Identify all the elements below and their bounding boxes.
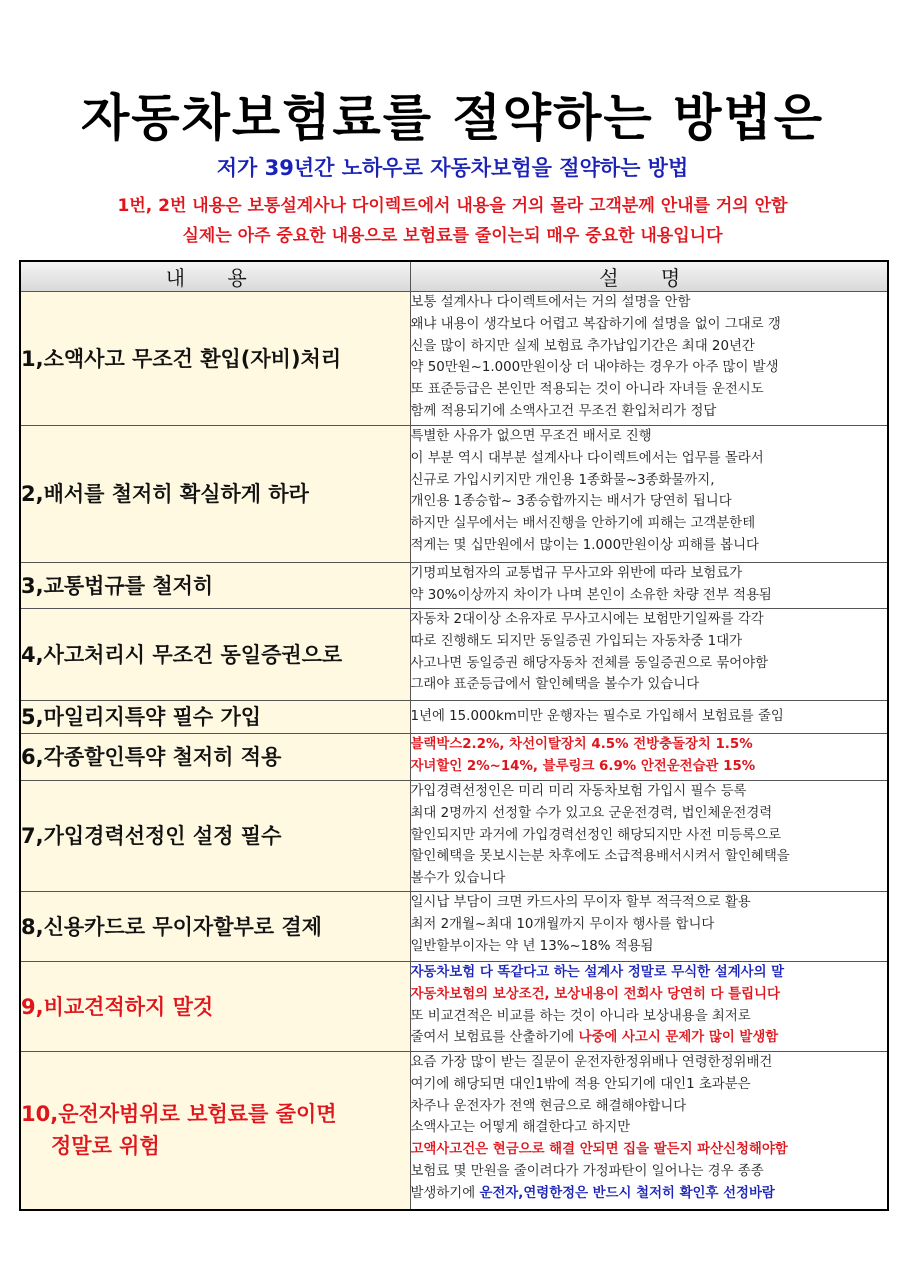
- page-title: 자동차보험료를 절약하는 방법은: [80, 89, 824, 147]
- notice-line-1: 1번, 2번 내용은 보통설계사나 다이렉트에서 내용을 거의 몰라 고객분께 안내를 거의 안함: [117, 196, 788, 216]
- description-line: 소액사고는 어떻게 해결한다고 하지만: [410, 1120, 631, 1136]
- row-title: 4,사고처리시 무조건 동일증권으로: [20, 609, 410, 701]
- row-description: [410, 962, 888, 1052]
- description-line: 왜냐 내용이 생각보다 어렵고 복잡하기에 설명을 없이 그대로 갱: [410, 316, 781, 332]
- description-line: 그래야 표준등급에서 할인혜택을 볼수가 있습니다: [410, 677, 700, 693]
- row-description: [410, 701, 888, 734]
- description-line: 최대 2명까지 선정할 수가 있고요 군운전경력, 법인체운전경력: [410, 805, 773, 821]
- description-line: 이 부분 역시 대부분 설계사나 다이렉트에서는 업무를 몰라서: [410, 450, 764, 466]
- warning-text: 운전자,연령한정은 반드시 철저히 확인후 선정바람: [479, 1185, 775, 1201]
- row-title: 6,각종할인특약 철저히 적용: [20, 734, 410, 781]
- row-title: 3,교통법규를 철저히: [20, 563, 410, 609]
- header-content: 내 용: [20, 261, 410, 292]
- row-description: [410, 426, 888, 563]
- description-line: 1년에 15.000km미만 운행자는 필수로 가입해서 보험료를 줄임: [410, 709, 784, 725]
- row-title-line: 정말로 위험: [51, 1134, 160, 1159]
- discount-line: 블랙박스2.2%, 차선이탈장치 4.5% 전방충돌장치 1.5%: [410, 737, 753, 752]
- table-row: [20, 962, 888, 1052]
- table-row: [20, 892, 888, 962]
- description-line: 기명피보험자의 교통법규 무사고와 위반에 따라 보험료가: [410, 566, 743, 581]
- row-description: [410, 609, 888, 701]
- description-line: 최저 2개월~최대 10개월까지 무이자 행사를 합니다: [410, 916, 715, 932]
- table-row: [20, 701, 888, 734]
- description-line: 또 비교견적은 비교를 하는 것이 아니라 보상내용을 최저로: [410, 1008, 751, 1024]
- description-line: 개인용 1종승합~ 3종승합까지는 배서가 당연히 됩니다: [410, 494, 732, 510]
- warning-line: 자동차보험 다 똑같다고 하는 설계사 정말로 무식한 설계사의 말: [410, 965, 785, 980]
- row-title: 1,소액사고 무조건 환입(자비)처리: [20, 292, 410, 426]
- description-line: 할인되지만 과거에 가입경력선정인 해당되지만 사전 미등록으로: [410, 827, 782, 843]
- row-description: [410, 892, 888, 962]
- description-text: 발생하기에: [410, 1185, 480, 1201]
- description-line: 함께 적용되기에 소액사고건 무조건 환입처리가 정답: [410, 403, 717, 419]
- row-title: [20, 1052, 410, 1210]
- row-description: [410, 292, 888, 426]
- warning-line: 자동차보험의 보상조건, 보상내용이 전회사 당연히 다 틀립니다: [410, 986, 780, 1002]
- description-line: 요즘 가장 많이 받는 질문이 운전자한정위배나 연령한정위배건: [410, 1055, 773, 1070]
- header-description: 설 명: [410, 261, 888, 292]
- table-row: [20, 1052, 888, 1210]
- row-title: 5,마일리지특약 필수 가입: [20, 701, 410, 734]
- discount-line: 자녀할인 2%~14%, 블루링크 6.9% 안전운전습관 15%: [410, 758, 756, 774]
- description-line: 보험료 몇 만원을 줄이려다가 가정파탄이 일어나는 경우 종종: [410, 1163, 764, 1179]
- description-line: 가입경력선정인은 미리 미리 자동차보험 가입시 필수 등록: [410, 784, 747, 799]
- description-line: 또 표준등급은 본인만 적용되는 것이 아니라 자녀들 운전시도: [410, 382, 764, 398]
- table-row: [20, 734, 888, 781]
- description-line: 따로 진행해도 되지만 동일증권 가입되는 자동차중 1대가: [410, 633, 743, 649]
- page-subtitle: 저가 39년간 노하우로 자동차보험을 절약하는 방법: [216, 156, 689, 180]
- description-line: 여기에 해당되면 대인1밖에 적용 안되기에 대인1 초과분은: [410, 1076, 751, 1092]
- table-row: [20, 781, 888, 892]
- description-line: 적게는 몇 십만원에서 많이는 1.000만원이상 피해를 봅니다: [410, 537, 759, 553]
- row-description: [410, 781, 888, 892]
- description-line: 하지만 실무에서는 배서진행을 안하기에 피해는 고객분한테: [410, 516, 756, 532]
- warning-line: 고액사고건은 현금으로 해결 안되면 집을 팔든지 파산신청해야함: [410, 1142, 788, 1158]
- table-row: [20, 609, 888, 701]
- row-title: 7,가입경력선정인 설정 필수: [20, 781, 410, 892]
- description-line: 사고나면 동일증권 해당자동차 전체를 동일증권으로 묶어야함: [410, 655, 769, 671]
- description-text: 줄여서 보험료를 산출하기에: [410, 1030, 579, 1046]
- row-title: 8,신용카드로 무이자할부로 결제: [20, 892, 410, 962]
- description-line: [411, 1183, 888, 1205]
- description-line: 약 30%이상까지 차이가 나며 본인이 소유한 차량 전부 적용됨: [410, 587, 772, 603]
- row-description: [410, 734, 888, 781]
- row-title: 9,비교견적하지 말것: [20, 962, 410, 1052]
- description-line: [411, 1027, 888, 1049]
- row-title: 2,배서를 철저히 확실하게 하라: [20, 426, 410, 563]
- description-line: 신을 많이 하지만 실제 보험료 추가납입기간은 최대 20년간: [410, 338, 755, 354]
- table-row: [20, 426, 888, 563]
- savings-table: [19, 260, 889, 1211]
- table-row: [20, 563, 888, 609]
- description-line: 볼수가 있습니다: [410, 871, 506, 887]
- row-description: [410, 1052, 888, 1210]
- description-line: 차주나 운전자가 전액 현금으로 해결해야합니다: [410, 1098, 687, 1114]
- warning-text: 나중에 사고시 문제가 많이 발생함: [578, 1030, 779, 1046]
- description-line: 특별한 사유가 없으면 무조건 배서로 진행: [410, 429, 652, 444]
- description-line: 보통 설계사나 다이렉트에서는 거의 설명을 안함: [410, 295, 691, 310]
- description-line: 할인혜택을 못보시는분 차후에도 소급적용배서시켜서 할인혜택을: [410, 849, 790, 865]
- row-description: [410, 563, 888, 609]
- notice-line-2: 실제는 아주 중요한 내용으로 보험료를 줄이는되 매우 중요한 내용입니다: [182, 226, 723, 246]
- table-header-row: [20, 261, 888, 292]
- table-row: [20, 292, 888, 426]
- description-line: 자동차 2대이상 소유자로 무사고시에는 보험만기일짜를 각각: [410, 612, 764, 627]
- description-line: 약 50만원~1.000만원이상 더 내야하는 경우가 아주 많이 발생: [410, 360, 779, 376]
- description-line: 일반할부이자는 약 년 13%~18% 적용됨: [410, 938, 654, 954]
- row-title-line: 10,운전자범위로 보험료를 줄이면: [21, 1102, 337, 1127]
- description-line: 일시납 부담이 크면 카드사의 무이자 할부 적극적으로 활용: [410, 895, 751, 910]
- description-line: 신규로 가입시키지만 개인용 1종화물~3종화물까지,: [410, 472, 715, 488]
